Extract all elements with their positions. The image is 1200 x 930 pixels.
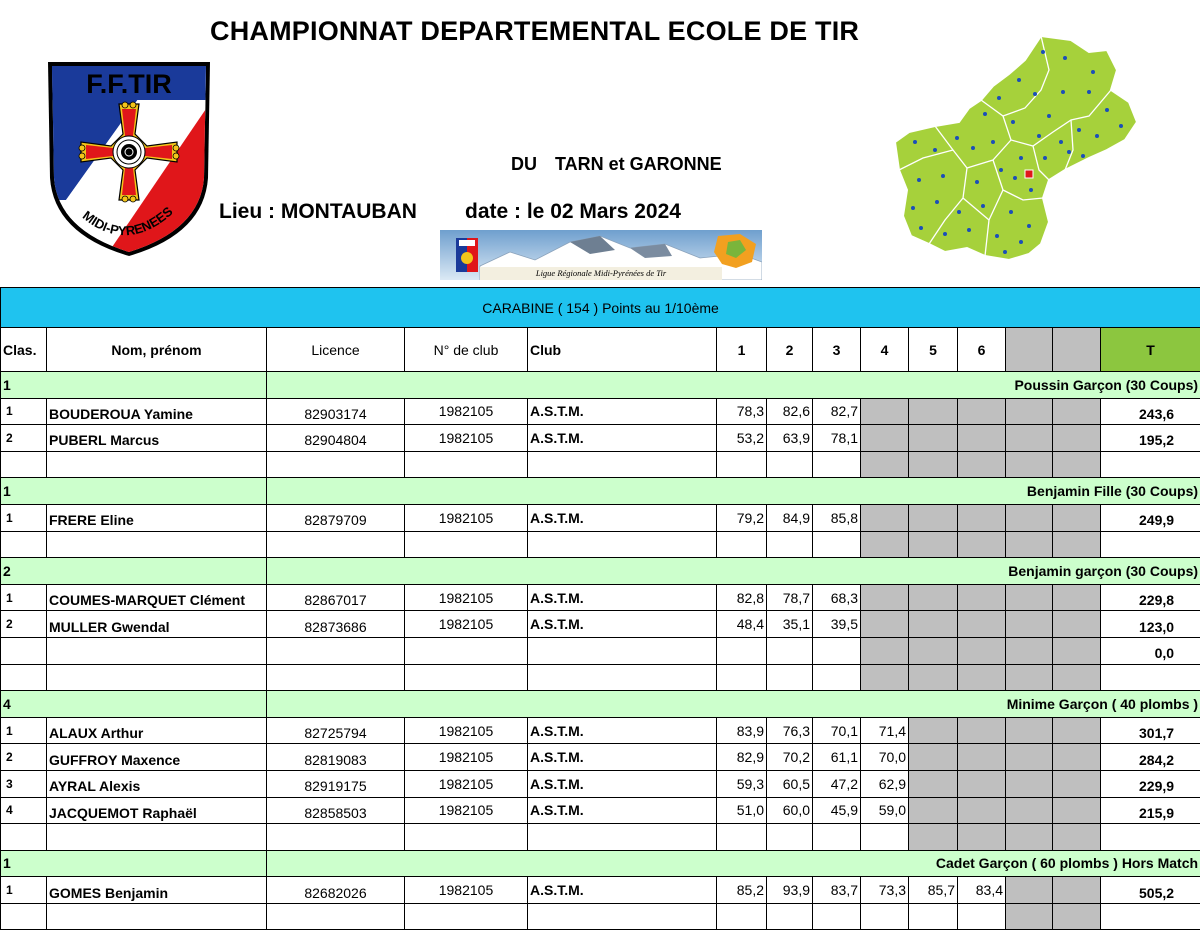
score-cell-2: [767, 637, 813, 664]
total-cell: [1101, 824, 1200, 851]
unused-cell-1: [1006, 824, 1053, 851]
unused-cell-1: [1006, 531, 1053, 558]
banner-mini-logo: [456, 238, 478, 272]
club-number-cell: [405, 637, 528, 664]
score-cell-3: 39,5: [813, 611, 861, 638]
score-cell-4: [861, 584, 909, 611]
rank-cell: [1, 824, 47, 851]
table-row: [1, 717, 1200, 744]
score-cell-6: [958, 425, 1006, 452]
unused-cell-2: [1053, 584, 1101, 611]
table-row: [1, 425, 1200, 452]
unused-cell-2: [1053, 504, 1101, 531]
category-label: Benjamin garçon (30 Coups): [267, 558, 1200, 585]
category-count: 1: [1, 478, 267, 505]
rank-cell: 3: [1, 770, 47, 797]
score-cell-4: [861, 504, 909, 531]
total-cell: 229,8: [1101, 584, 1200, 611]
club-cell: [528, 531, 717, 558]
logo-text-top: F.F.TIR: [86, 69, 172, 99]
score-cell-1: [717, 664, 767, 691]
score-cell-5: 85,7: [909, 877, 958, 904]
score-cell-3: 45,9: [813, 797, 861, 824]
club-number-cell: 1982105: [405, 425, 528, 452]
col-header-club-number: N° de club: [405, 328, 528, 372]
score-cell-6: [958, 717, 1006, 744]
score-cell-6: [958, 637, 1006, 664]
score-cell-6: [958, 531, 1006, 558]
unused-cell-1: [1006, 611, 1053, 638]
licence-cell: [267, 531, 405, 558]
table-banner: CARABINE ( 154 ) Points au 1/10ème: [1, 288, 1200, 328]
col-header-shot-3: 3: [813, 328, 861, 372]
club-number-cell: [405, 451, 528, 478]
category-count: 1: [1, 850, 267, 877]
club-cell: [528, 824, 717, 851]
score-cell-4: 70,0: [861, 744, 909, 771]
total-cell: 123,0: [1101, 611, 1200, 638]
venue-label: Lieu : MONTAUBAN: [219, 200, 417, 223]
unused-cell-1: [1006, 504, 1053, 531]
category-label: Benjamin Fille (30 Coups): [267, 478, 1200, 505]
club-cell: [528, 664, 717, 691]
unused-cell-1: [1006, 664, 1053, 691]
col-header-licence: Licence: [267, 328, 405, 372]
unused-cell-2: [1053, 451, 1101, 478]
name-cell: [47, 903, 267, 930]
score-cell-1: 82,8: [717, 584, 767, 611]
name-cell: [47, 824, 267, 851]
category-header-row: [1, 850, 1200, 877]
category-label: Minime Garçon ( 40 plombs ): [267, 691, 1200, 718]
total-cell: 243,6: [1101, 398, 1200, 425]
club-number-cell: 1982105: [405, 398, 528, 425]
table-row: [1, 877, 1200, 904]
name-cell: GUFFROY Maxence: [47, 744, 267, 771]
club-cell: [528, 451, 717, 478]
score-cell-3: [813, 664, 861, 691]
licence-cell: 82903174: [267, 398, 405, 425]
rank-cell: 1: [1, 398, 47, 425]
score-cell-6: [958, 824, 1006, 851]
col-header-unused-1: [1006, 328, 1053, 372]
unused-cell-2: [1053, 877, 1101, 904]
score-cell-1: 51,0: [717, 797, 767, 824]
score-cell-4: [861, 611, 909, 638]
unused-cell-2: [1053, 824, 1101, 851]
club-number-cell: 1982105: [405, 504, 528, 531]
total-cell: [1101, 531, 1200, 558]
total-cell: [1101, 451, 1200, 478]
name-cell: [47, 664, 267, 691]
score-cell-2: 70,2: [767, 744, 813, 771]
total-cell: 195,2: [1101, 425, 1200, 452]
score-cell-1: 82,9: [717, 744, 767, 771]
club-number-cell: 1982105: [405, 770, 528, 797]
score-cell-5: [909, 717, 958, 744]
name-cell: ALAUX Arthur: [47, 717, 267, 744]
licence-cell: 82867017: [267, 584, 405, 611]
rank-cell: 2: [1, 425, 47, 452]
league-banner: [440, 230, 762, 280]
total-cell: 249,9: [1101, 504, 1200, 531]
score-cell-3: 85,8: [813, 504, 861, 531]
score-cell-3: [813, 637, 861, 664]
unused-cell-1: [1006, 877, 1053, 904]
table-row: [1, 611, 1200, 638]
name-cell: AYRAL Alexis: [47, 770, 267, 797]
unused-cell-2: [1053, 531, 1101, 558]
event-date: date : le 02 Mars 2024: [465, 200, 681, 223]
score-cell-6: [958, 451, 1006, 478]
name-cell: MULLER Gwendal: [47, 611, 267, 638]
score-cell-5: [909, 584, 958, 611]
score-cell-2: 35,1: [767, 611, 813, 638]
unused-cell-2: [1053, 717, 1101, 744]
score-cell-5: [909, 903, 958, 930]
club-number-cell: [405, 824, 528, 851]
category-header-row: [1, 558, 1200, 585]
score-cell-5: [909, 824, 958, 851]
licence-cell: 82858503: [267, 797, 405, 824]
category-header-row: [1, 478, 1200, 505]
score-cell-3: 61,1: [813, 744, 861, 771]
score-cell-2: [767, 664, 813, 691]
club-cell: A.S.T.M.: [528, 717, 717, 744]
table-row: [1, 637, 1200, 664]
licence-cell: [267, 637, 405, 664]
rank-cell: 1: [1, 717, 47, 744]
score-cell-3: [813, 903, 861, 930]
score-cell-5: [909, 770, 958, 797]
club-cell: A.S.T.M.: [528, 770, 717, 797]
unused-cell-2: [1053, 425, 1101, 452]
score-cell-2: [767, 903, 813, 930]
score-cell-6: [958, 584, 1006, 611]
rank-cell: [1, 903, 47, 930]
name-cell: JACQUEMOT Raphaël: [47, 797, 267, 824]
score-cell-2: 78,7: [767, 584, 813, 611]
club-cell: A.S.T.M.: [528, 425, 717, 452]
unused-cell-1: [1006, 425, 1053, 452]
name-cell: [47, 637, 267, 664]
licence-cell: [267, 824, 405, 851]
club-cell: A.S.T.M.: [528, 504, 717, 531]
club-number-cell: 1982105: [405, 584, 528, 611]
table-row: [1, 664, 1200, 691]
unused-cell-2: [1053, 903, 1101, 930]
category-count: 2: [1, 558, 267, 585]
rank-cell: [1, 637, 47, 664]
score-cell-4: [861, 451, 909, 478]
unused-cell-2: [1053, 611, 1101, 638]
score-cell-6: [958, 504, 1006, 531]
category-header-row: [1, 691, 1200, 718]
club-cell: A.S.T.M.: [528, 877, 717, 904]
category-count: 1: [1, 372, 267, 399]
licence-cell: [267, 903, 405, 930]
score-cell-4: [861, 531, 909, 558]
club-number-cell: [405, 664, 528, 691]
licence-cell: 82919175: [267, 770, 405, 797]
score-cell-3: [813, 451, 861, 478]
score-cell-4: [861, 425, 909, 452]
club-cell: A.S.T.M.: [528, 797, 717, 824]
score-cell-2: 93,9: [767, 877, 813, 904]
table-row: [1, 903, 1200, 930]
col-header-shot-6: 6: [958, 328, 1006, 372]
licence-cell: [267, 664, 405, 691]
unused-cell-1: [1006, 744, 1053, 771]
total-cell: 284,2: [1101, 744, 1200, 771]
region-map: [893, 30, 1141, 268]
score-cell-2: 82,6: [767, 398, 813, 425]
name-cell: COUMES-MARQUET Clément: [47, 584, 267, 611]
licence-cell: 82725794: [267, 717, 405, 744]
score-cell-4: 59,0: [861, 797, 909, 824]
fftir-logo: [46, 60, 212, 256]
table-row: [1, 824, 1200, 851]
score-cell-6: [958, 903, 1006, 930]
score-cell-1: [717, 824, 767, 851]
rank-cell: 1: [1, 877, 47, 904]
score-cell-4: 62,9: [861, 770, 909, 797]
table-row: [1, 584, 1200, 611]
col-header-shot-5: 5: [909, 328, 958, 372]
name-cell: [47, 451, 267, 478]
total-cell: 215,9: [1101, 797, 1200, 824]
score-cell-2: [767, 531, 813, 558]
score-cell-1: 48,4: [717, 611, 767, 638]
rank-cell: 2: [1, 611, 47, 638]
unused-cell-2: [1053, 770, 1101, 797]
club-cell: [528, 903, 717, 930]
category-count: 4: [1, 691, 267, 718]
total-cell: [1101, 903, 1200, 930]
unused-cell-1: [1006, 717, 1053, 744]
logo-text-bottom: MIDI-PYRENEES: [79, 203, 176, 239]
score-cell-1: 78,3: [717, 398, 767, 425]
licence-cell: 82873686: [267, 611, 405, 638]
licence-cell: [267, 451, 405, 478]
score-cell-1: [717, 903, 767, 930]
unused-cell-1: [1006, 797, 1053, 824]
score-cell-1: [717, 531, 767, 558]
page-title: CHAMPIONNAT DEPARTEMENTAL ECOLE DE TIR: [210, 16, 860, 46]
score-cell-5: [909, 744, 958, 771]
results-section: [0, 287, 1200, 930]
rank-cell: 1: [1, 504, 47, 531]
unused-cell-1: [1006, 637, 1053, 664]
score-cell-4: [861, 637, 909, 664]
category-label: Poussin Garçon (30 Coups): [267, 372, 1200, 399]
score-cell-3: 82,7: [813, 398, 861, 425]
col-header-total: T: [1101, 328, 1200, 372]
score-cell-2: 63,9: [767, 425, 813, 452]
col-header-club: Club: [528, 328, 717, 372]
score-cell-4: 73,3: [861, 877, 909, 904]
col-header-shot-2: 2: [767, 328, 813, 372]
licence-cell: 82879709: [267, 504, 405, 531]
results-table: [0, 287, 1200, 930]
total-cell: 0,0: [1101, 637, 1200, 664]
score-cell-4: [861, 903, 909, 930]
club-number-cell: 1982105: [405, 611, 528, 638]
licence-cell: 82682026: [267, 877, 405, 904]
name-cell: BOUDEROUA Yamine: [47, 398, 267, 425]
table-banner-row: [1, 288, 1200, 328]
col-header-shot-4: 4: [861, 328, 909, 372]
score-cell-5: [909, 637, 958, 664]
rank-cell: 1: [1, 584, 47, 611]
score-cell-2: 84,9: [767, 504, 813, 531]
licence-cell: 82904804: [267, 425, 405, 452]
score-cell-1: [717, 451, 767, 478]
table-row: [1, 797, 1200, 824]
score-cell-5: [909, 531, 958, 558]
score-cell-4: 71,4: [861, 717, 909, 744]
col-header-name: Nom, prénom: [47, 328, 267, 372]
col-header-unused-2: [1053, 328, 1101, 372]
score-cell-6: [958, 770, 1006, 797]
unused-cell-1: [1006, 398, 1053, 425]
score-cell-6: [958, 797, 1006, 824]
club-number-cell: [405, 903, 528, 930]
score-cell-6: [958, 744, 1006, 771]
unused-cell-2: [1053, 744, 1101, 771]
score-cell-3: [813, 824, 861, 851]
score-cell-2: [767, 451, 813, 478]
department-line: [511, 154, 722, 175]
score-cell-5: [909, 797, 958, 824]
club-cell: A.S.T.M.: [528, 744, 717, 771]
table-row: [1, 770, 1200, 797]
score-cell-2: 76,3: [767, 717, 813, 744]
score-cell-6: 83,4: [958, 877, 1006, 904]
club-cell: A.S.T.M.: [528, 611, 717, 638]
table-row: [1, 451, 1200, 478]
score-cell-1: 79,2: [717, 504, 767, 531]
club-number-cell: [405, 531, 528, 558]
club-number-cell: 1982105: [405, 877, 528, 904]
unused-cell-2: [1053, 637, 1101, 664]
score-cell-3: [813, 531, 861, 558]
score-cell-5: [909, 504, 958, 531]
score-cell-3: 83,7: [813, 877, 861, 904]
score-cell-2: 60,0: [767, 797, 813, 824]
table-row: [1, 744, 1200, 771]
total-cell: 301,7: [1101, 717, 1200, 744]
unused-cell-2: [1053, 398, 1101, 425]
total-cell: 505,2: [1101, 877, 1200, 904]
score-cell-6: [958, 664, 1006, 691]
rank-cell: [1, 451, 47, 478]
table-row: [1, 398, 1200, 425]
score-cell-1: 83,9: [717, 717, 767, 744]
score-cell-5: [909, 664, 958, 691]
score-cell-5: [909, 398, 958, 425]
score-cell-5: [909, 451, 958, 478]
unused-cell-2: [1053, 797, 1101, 824]
unused-cell-1: [1006, 451, 1053, 478]
score-cell-3: 68,3: [813, 584, 861, 611]
rank-cell: 4: [1, 797, 47, 824]
table-row: [1, 531, 1200, 558]
unused-cell-1: [1006, 770, 1053, 797]
unused-cell-2: [1053, 664, 1101, 691]
score-cell-3: 70,1: [813, 717, 861, 744]
name-cell: FRERE Eline: [47, 504, 267, 531]
rank-cell: [1, 664, 47, 691]
name-cell: [47, 531, 267, 558]
score-cell-1: 85,2: [717, 877, 767, 904]
document-header: [0, 0, 1200, 287]
department-prefix: DU: [511, 154, 537, 174]
score-cell-1: [717, 637, 767, 664]
score-cell-5: [909, 611, 958, 638]
score-cell-4: [861, 398, 909, 425]
score-cell-3: 78,1: [813, 425, 861, 452]
score-cell-5: [909, 425, 958, 452]
score-cell-6: [958, 398, 1006, 425]
score-cell-4: [861, 664, 909, 691]
score-cell-6: [958, 611, 1006, 638]
category-label: Cadet Garçon ( 60 plombs ) Hors Match: [267, 850, 1200, 877]
club-cell: A.S.T.M.: [528, 398, 717, 425]
name-cell: GOMES Benjamin: [47, 877, 267, 904]
club-number-cell: 1982105: [405, 797, 528, 824]
score-cell-4: [861, 824, 909, 851]
name-cell: PUBERL Marcus: [47, 425, 267, 452]
club-cell: [528, 637, 717, 664]
score-cell-1: 59,3: [717, 770, 767, 797]
total-cell: 229,9: [1101, 770, 1200, 797]
club-cell: A.S.T.M.: [528, 584, 717, 611]
banner-caption: Ligue Régionale Midi-Pyrénées de Tir: [535, 268, 667, 278]
unused-cell-1: [1006, 584, 1053, 611]
table-row: [1, 504, 1200, 531]
rank-cell: [1, 531, 47, 558]
table-header-row: [1, 328, 1200, 372]
licence-cell: 82819083: [267, 744, 405, 771]
score-cell-2: [767, 824, 813, 851]
department-name: TARN et GARONNE: [555, 154, 722, 174]
col-header-shot-1: 1: [717, 328, 767, 372]
score-cell-3: 47,2: [813, 770, 861, 797]
score-cell-1: 53,2: [717, 425, 767, 452]
col-header-clas: Clas.: [1, 328, 47, 372]
club-number-cell: 1982105: [405, 717, 528, 744]
total-cell: [1101, 664, 1200, 691]
rank-cell: 2: [1, 744, 47, 771]
category-header-row: [1, 372, 1200, 399]
unused-cell-1: [1006, 903, 1053, 930]
score-cell-2: 60,5: [767, 770, 813, 797]
club-number-cell: 1982105: [405, 744, 528, 771]
